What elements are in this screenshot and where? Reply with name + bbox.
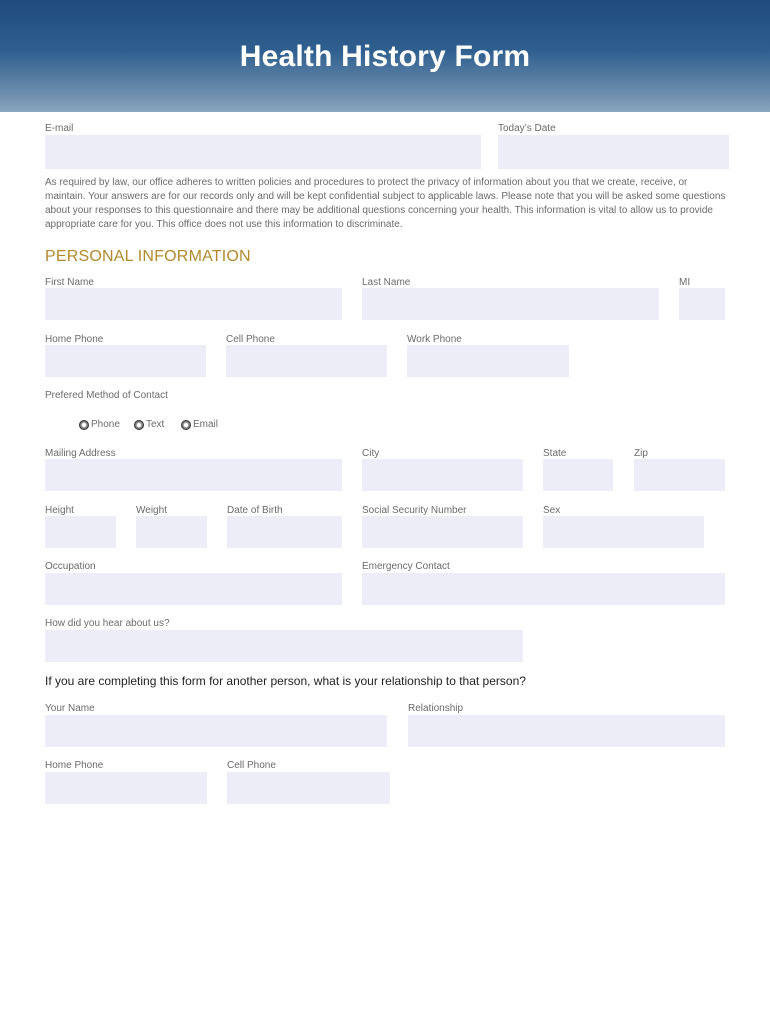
contact-method-label: Prefered Method of Contact: [45, 390, 168, 401]
ssn-label: Social Security Number: [362, 505, 467, 516]
height-label: Height: [45, 505, 74, 516]
privacy-notice: As required by law, our office adheres to written policies and procedures to protect the privacy of information about you that we create, receive, or maintain. Your answers are for our records only and will be kept confidential subject to applicable laws. Please note that you will be asked some questions about your responses to this questionnaire and there may be additional questions concerning your health. This information is vital to allow us to provide appropriate care for you. This office does not use this information to discriminate.: [45, 177, 726, 230]
occupation-field[interactable]: [45, 573, 342, 605]
other-cell-phone-field[interactable]: [227, 772, 390, 804]
contact-option-phone[interactable]: [79, 419, 120, 430]
sex-field[interactable]: [543, 516, 704, 548]
todays-date-field[interactable]: [498, 135, 729, 169]
mi-field[interactable]: [679, 288, 725, 320]
cell-phone-field[interactable]: [226, 345, 387, 377]
zip-label: Zip: [634, 448, 648, 459]
relationship-label: Relationship: [408, 703, 464, 714]
weight-field[interactable]: [136, 516, 207, 548]
other-home-phone-field[interactable]: [45, 772, 207, 804]
email-field[interactable]: [45, 135, 481, 169]
todays-date-label: Today’s Date: [498, 123, 556, 134]
work-phone-label: Work Phone: [407, 334, 462, 345]
emergency-contact-label: Emergency Contact: [362, 561, 450, 572]
radio-icon: [181, 420, 191, 430]
emergency-contact-field[interactable]: [362, 573, 725, 605]
referral-label: How did you hear about us?: [45, 618, 170, 629]
last-name-label: Last Name: [362, 277, 411, 288]
relationship-field[interactable]: [408, 715, 725, 747]
first-name-label: First Name: [45, 277, 94, 288]
contact-option-text[interactable]: [134, 419, 164, 430]
weight-label: Weight: [136, 505, 167, 516]
personal-info-heading: PERSONAL INFORMATION: [45, 248, 251, 265]
mailing-address-label: Mailing Address: [45, 448, 116, 459]
contact-option-label: Email: [193, 419, 219, 430]
work-phone-field[interactable]: [407, 345, 569, 377]
referral-field[interactable]: [45, 630, 523, 662]
height-field[interactable]: [45, 516, 116, 548]
first-name-field[interactable]: [45, 288, 342, 320]
radio-icon: [134, 420, 144, 430]
zip-field[interactable]: [634, 459, 725, 491]
contact-option-label: Text: [146, 419, 165, 430]
last-name-field[interactable]: [362, 288, 659, 320]
state-label: State: [543, 448, 567, 459]
your-name-label: Your Name: [45, 703, 95, 714]
home-phone-field[interactable]: [45, 345, 206, 377]
state-field[interactable]: [543, 459, 613, 491]
mi-label: MI: [679, 277, 691, 288]
your-name-field[interactable]: [45, 715, 387, 747]
relationship-question: If you are completing this form for another person, what is your relationship to that person?: [45, 674, 526, 688]
city-field[interactable]: [362, 459, 523, 491]
ssn-field[interactable]: [362, 516, 523, 548]
other-cell-phone-label: Cell Phone: [227, 760, 276, 771]
mailing-address-field[interactable]: [45, 459, 342, 491]
contact-option-email[interactable]: [181, 419, 218, 430]
contact-option-label: Phone: [91, 419, 120, 430]
email-label: E-mail: [45, 123, 74, 134]
header-banner: [0, 0, 770, 112]
city-label: City: [362, 448, 380, 459]
cell-phone-label: Cell Phone: [226, 334, 275, 345]
occupation-label: Occupation: [45, 561, 96, 572]
dob-field[interactable]: [227, 516, 342, 548]
dob-label: Date of Birth: [227, 505, 283, 516]
other-home-phone-label: Home Phone: [45, 760, 104, 771]
radio-icon: [79, 420, 89, 430]
home-phone-label: Home Phone: [45, 334, 104, 345]
page-title: Health History Form: [239, 40, 531, 73]
sex-label: Sex: [543, 505, 561, 516]
